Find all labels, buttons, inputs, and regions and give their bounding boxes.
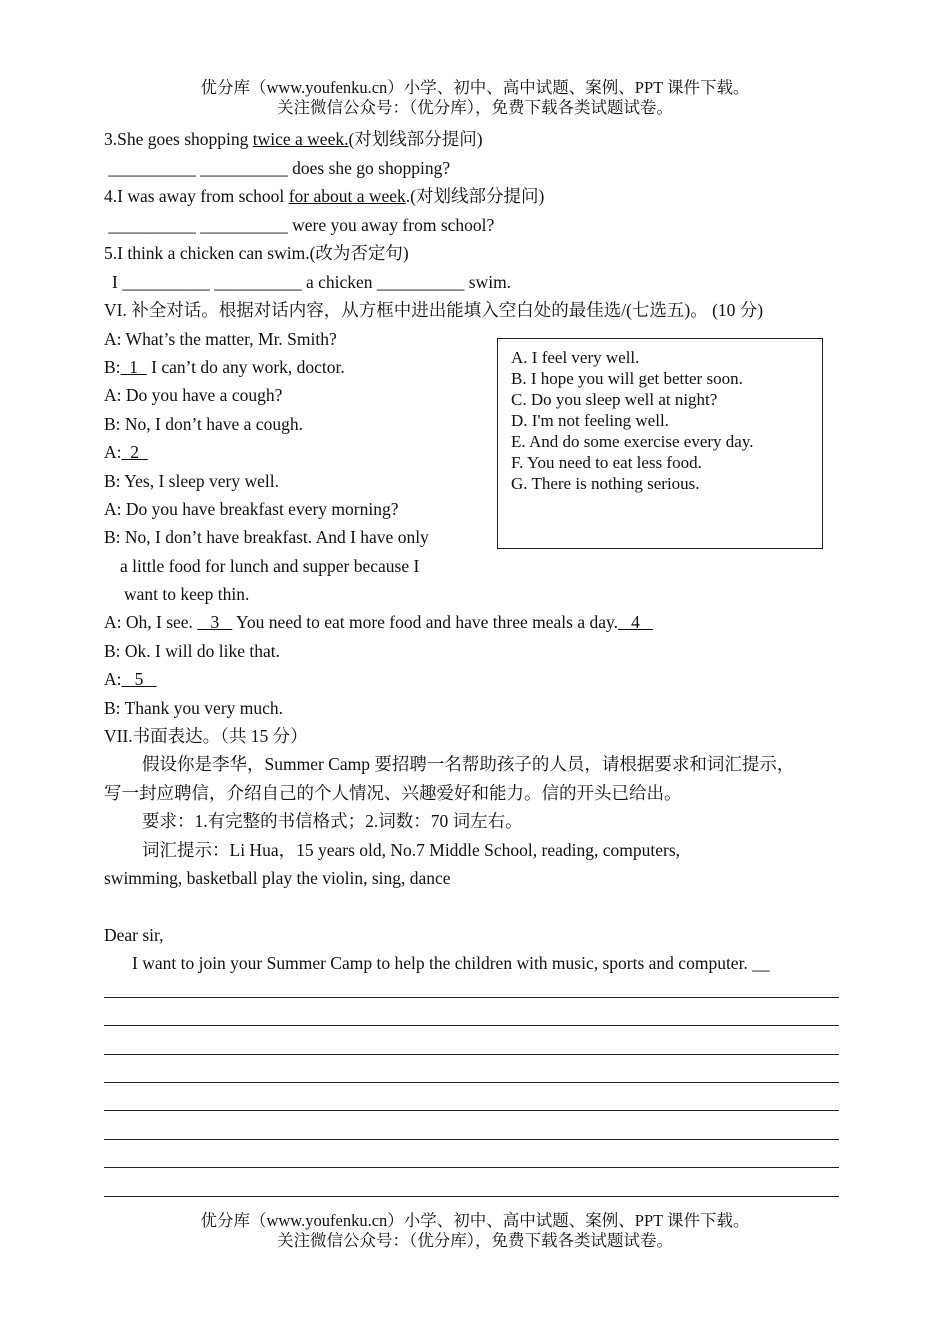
option-c: C. Do you sleep well at night? (511, 390, 718, 409)
dialog-line-7: A: Do you have breakfast every morning? (104, 499, 399, 519)
blank-4[interactable]: 4 (618, 612, 653, 632)
writing-line[interactable] (104, 1139, 839, 1140)
requirements: 要求：1.有完整的书信格式；2.词数：70 词左右。 (142, 811, 523, 831)
option-a: A. I feel very well. (511, 348, 640, 367)
task-description-2: 写一封应聘信，介绍自己的个人情况、兴趣爱好和能力。信的开头已给出。 (104, 783, 682, 803)
header-line-1: 优分库（www.youfenku.cn）小学、初中、高中试题、案例、PPT 课件下载。 (200, 78, 750, 97)
dialog-line-8c: want to keep thin. (124, 584, 250, 604)
question-5: 5.I think a chicken can swim.(改为否定句) (104, 243, 409, 263)
writing-line[interactable] (104, 1196, 839, 1197)
dialog-line-3: A: Do you have a cough? (104, 385, 283, 405)
task-description-1: 假设你是李华，Summer Camp 要招聘一名帮助孩子的人员，请根据要求和词汇提示， (142, 754, 795, 774)
question-4-answer[interactable]: __________ __________ were you away from school? (104, 215, 495, 235)
vocab-hint-1: 词汇提示：Li Hua，15 years old, No.7 Middle School, reading, computers, (142, 840, 681, 860)
dialog-line-8a: B: No, I don’t have breakfast. And I have only (104, 527, 429, 547)
blank-5[interactable]: 5 (121, 669, 157, 689)
dialog-text: You need to eat more food and have three meals a day. (232, 612, 618, 632)
option-b: B. I hope you will get better soon. (511, 369, 743, 388)
letter-opening: I want to join your Summer Camp to help the children with music, sports and computer. __ (132, 953, 770, 973)
header-line-2: 关注微信公众号：（优分库），免费下载各类试题试卷。 (277, 98, 673, 117)
options-box (497, 338, 823, 549)
option-g: G. There is nothing serious. (511, 474, 700, 493)
letter-greeting: Dear sir, (104, 925, 164, 945)
question-3 (104, 128, 483, 150)
question-4 (104, 185, 544, 207)
writing-line[interactable] (104, 1167, 839, 1168)
dialog-line-1: A: What’s the matter, Mr. Smith? (104, 329, 337, 349)
question-3-answer[interactable]: __________ __________ does she go shopping? (104, 158, 451, 178)
dialog-text: A: Oh, I see. (104, 612, 198, 632)
dialog-line-8b: a little food for lunch and supper because I (120, 556, 420, 576)
dialog-line-4: B: No, I don’t have a cough. (104, 414, 303, 434)
dialog-line-2 (104, 356, 345, 378)
dialog-line-10: B: Ok. I will do like that. (104, 641, 280, 661)
question-4-text: 4.I was away from school (104, 186, 289, 206)
footer-line-2: 关注微信公众号：（优分库），免费下载各类试题试卷。 (277, 1231, 673, 1250)
blank-3[interactable]: 3 (197, 612, 233, 632)
speaker-label: A: (104, 442, 122, 462)
speaker-label: B: (104, 357, 121, 377)
question-4-underlined: for about a week (288, 186, 406, 206)
question-3-text: 3.She goes shopping (104, 129, 253, 149)
dialog-text: I can’t do any work, doctor. (146, 357, 345, 377)
blank-1[interactable]: 1 (120, 357, 147, 377)
writing-line[interactable] (104, 1082, 839, 1083)
question-3-instruction: (对划线部分提问) (348, 129, 483, 149)
section-6-title: VI. 补全对话。根据对话内容，从方框中进出能填入空白处的最佳选/(七选五)。 (10 分) (104, 300, 764, 320)
blank-2[interactable]: 2 (121, 442, 148, 462)
dialog-line-9 (104, 611, 653, 633)
dialog-line-5 (104, 441, 148, 463)
speaker-label: A: (104, 669, 122, 689)
writing-line[interactable] (104, 1025, 839, 1026)
footer-line-1: 优分库（www.youfenku.cn）小学、初中、高中试题、案例、PPT 课件下载。 (200, 1211, 750, 1230)
option-d: D. I'm not feeling well. (511, 411, 669, 430)
question-3-underlined: twice a week. (252, 129, 349, 149)
question-5-answer[interactable]: I __________ __________ a chicken __________ swim. (112, 272, 512, 292)
dialog-line-6: B: Yes, I sleep very well. (104, 471, 279, 491)
dialog-line-12: B: Thank you very much. (104, 698, 284, 718)
option-f: F. You need to eat less food. (511, 453, 702, 472)
dialog-line-11 (104, 668, 157, 690)
question-4-instruction: .(对划线部分提问) (405, 186, 545, 206)
option-e: E. And do some exercise every day. (511, 432, 754, 451)
writing-line[interactable] (104, 1110, 839, 1111)
writing-line[interactable] (104, 997, 839, 998)
writing-line[interactable] (104, 1054, 839, 1055)
section-7-title: VII.书面表达。（共 15 分） (104, 726, 308, 746)
vocab-hint-2: swimming, basketball play the violin, sing, dance (104, 868, 451, 888)
